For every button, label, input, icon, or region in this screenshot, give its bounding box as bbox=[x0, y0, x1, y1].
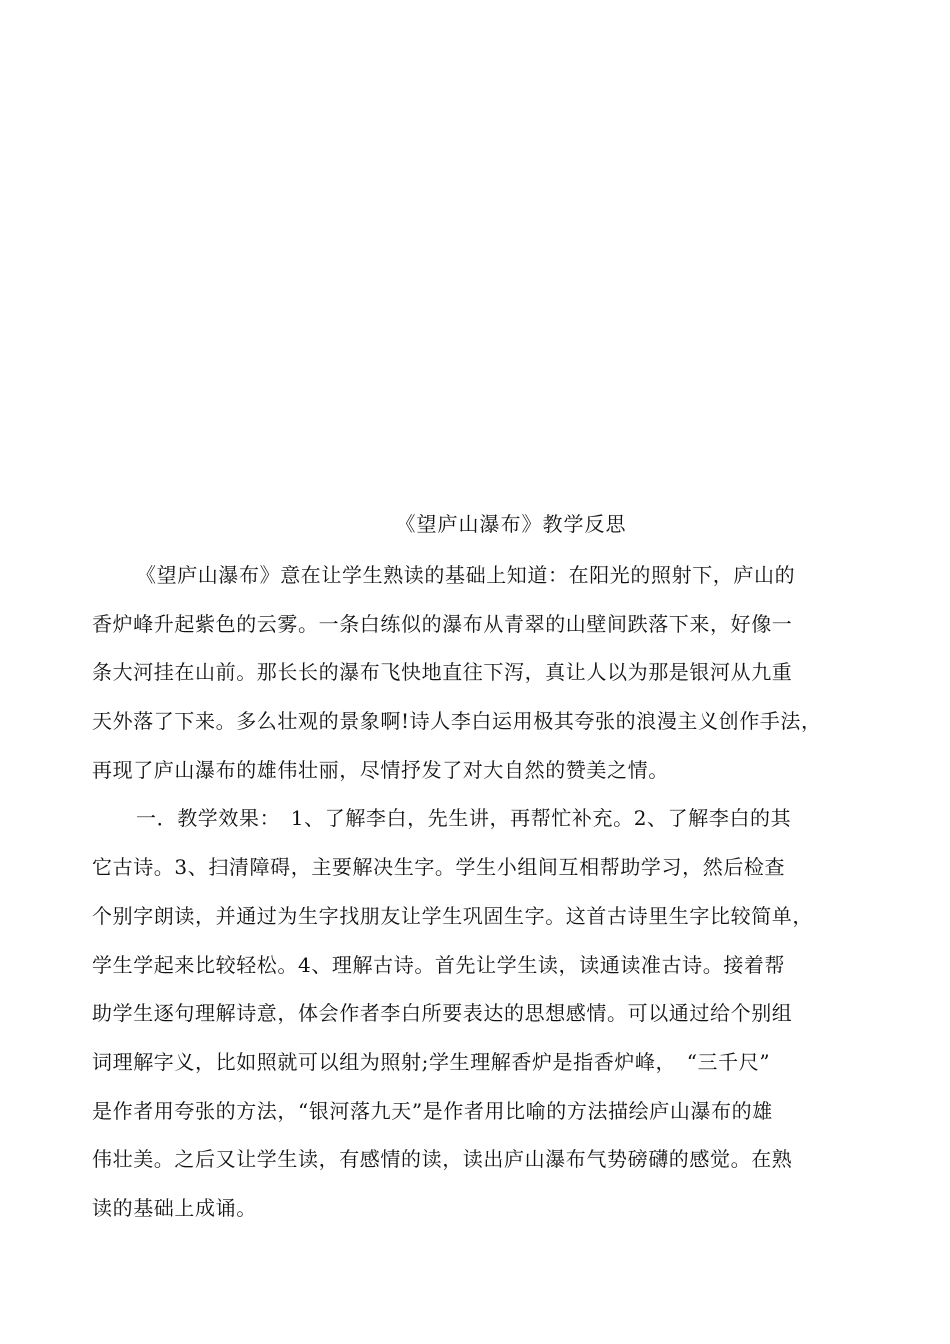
body-line: 学生学起来比较轻松。4、理解古诗。首先让学生读，读通读准古诗。接着帮 bbox=[92, 952, 786, 977]
body-line: 读的基础上成诵。 bbox=[92, 1195, 257, 1220]
document-title-text: 《望庐山瀑布》教学反思 bbox=[395, 512, 627, 536]
body-line: 个别字朗读，并通过为生字找朋友让学生巩固生字。这首古诗里生字比较简单， bbox=[92, 903, 813, 928]
body-line: 一．教学效果： 1、了解李白，先生讲，再帮忙补充。2、了解李白的其 bbox=[136, 806, 792, 831]
body-line: 条大河挂在山前。那长长的瀑布飞快地直往下泻，真让人以为那是银河从九重 bbox=[92, 660, 793, 685]
body-line: 再现了庐山瀑布的雄伟壮丽，尽情抒发了对大自然的赞美之情。 bbox=[92, 757, 669, 782]
body-line: 香炉峰升起紫色的云雾。一条白练似的瀑布从青翠的山壁间跌落下来，好像一 bbox=[92, 611, 793, 636]
body-line: 天外落了下来。多么壮观的景象啊!诗人李白运用极其夸张的浪漫主义创作手法， bbox=[92, 709, 822, 734]
body-line: 伟壮美。之后又让学生读，有感情的读，读出庐山瀑布气势磅礴的感觉。在熟 bbox=[92, 1147, 793, 1172]
body-line: 《望庐山瀑布》意在让学生熟读的基础上知道：在阳光的照射下，庐山的 bbox=[136, 563, 796, 587]
document-title bbox=[0, 508, 950, 540]
body-line: 词理解字义，比如照就可以组为照射;学生理解香炉是指香炉峰， “三千尺” bbox=[92, 1049, 771, 1074]
body-line: 助学生逐句理解诗意，体会作者李白所要表达的思想感情。可以通过给个别组 bbox=[92, 1001, 793, 1026]
body-line: 它古诗。3、扫清障碍，主要解决生字。学生小组间互相帮助学习，然后检查 bbox=[92, 855, 786, 880]
document-body bbox=[92, 560, 872, 1242]
body-line: 是作者用夸张的方法，“银河落九天”是作者用比喻的方法描绘庐山瀑布的雄 bbox=[92, 1098, 773, 1123]
